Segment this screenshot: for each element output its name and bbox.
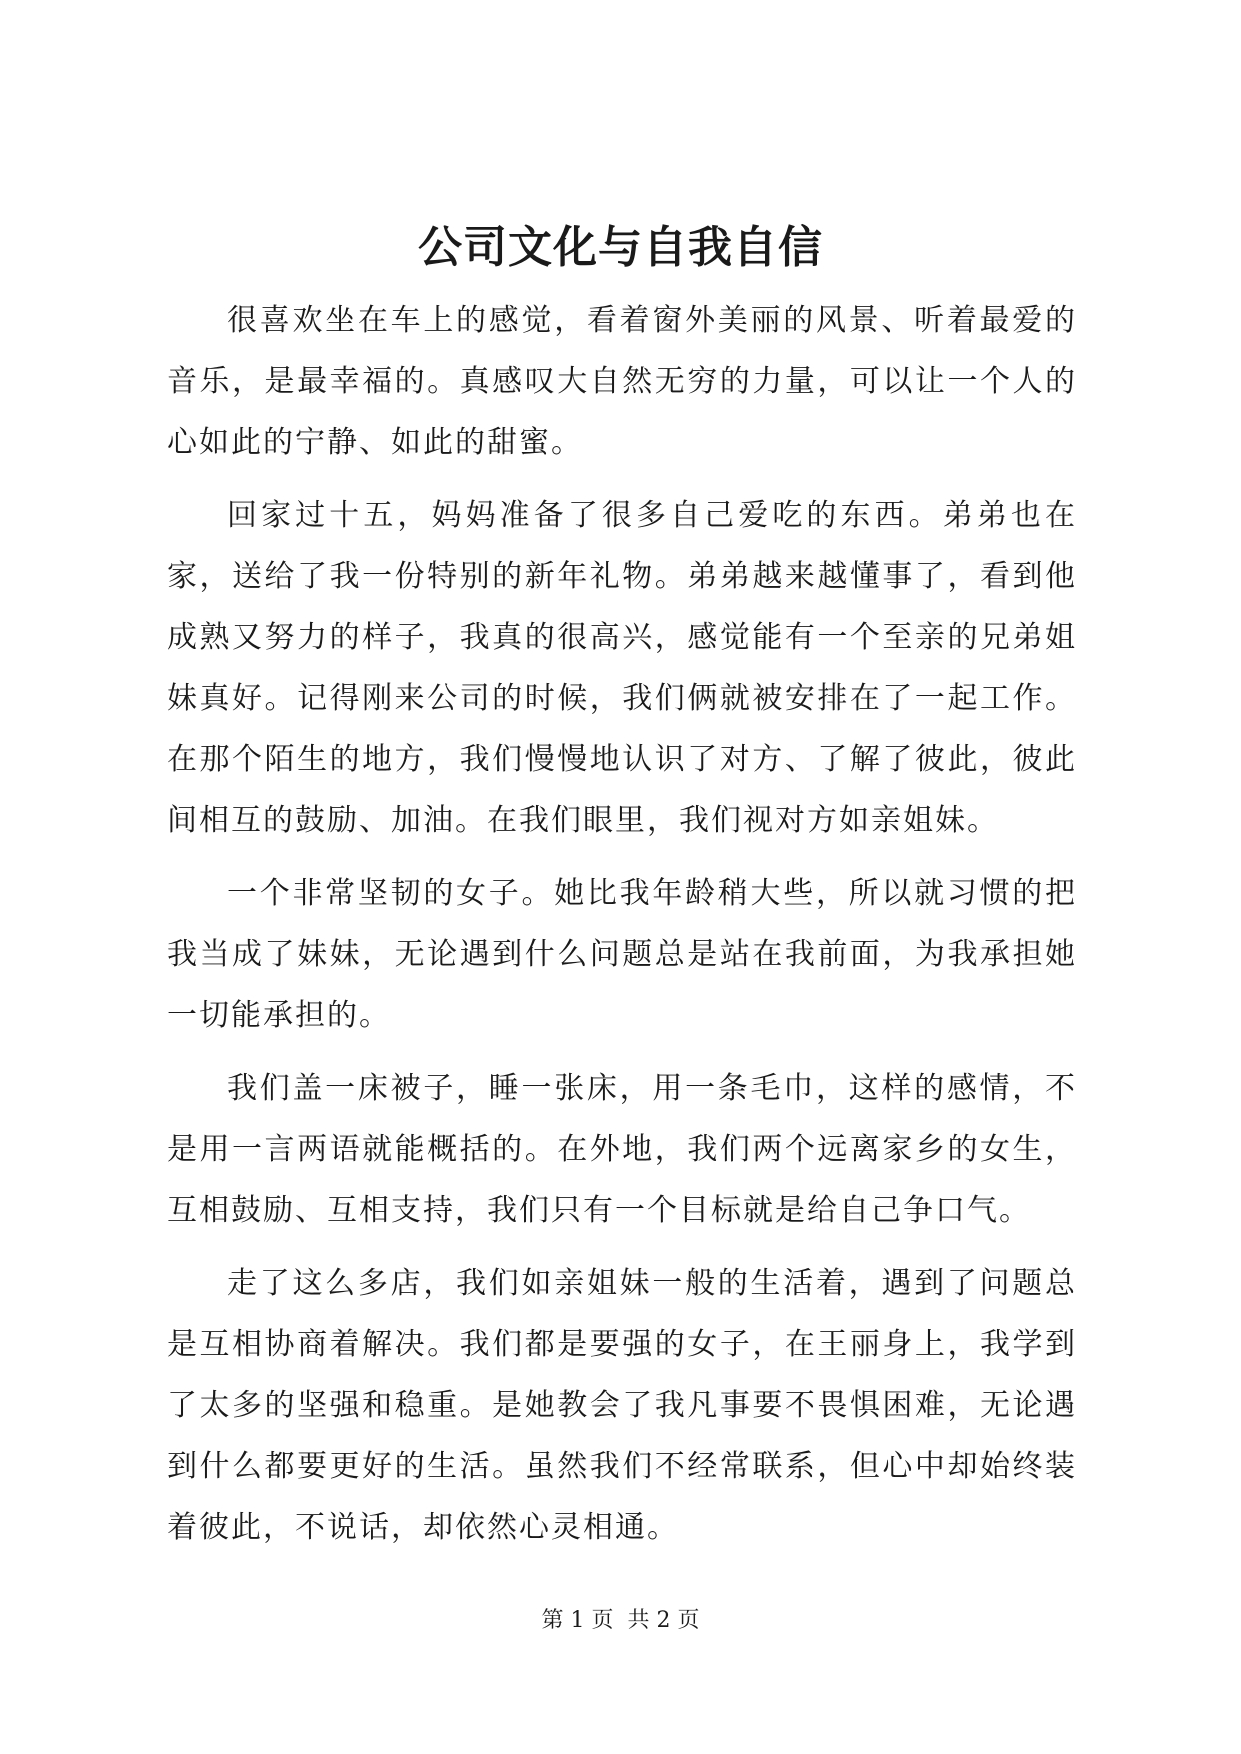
document-title: 公司文化与自我自信 <box>418 222 823 273</box>
page-footer <box>0 1606 1241 1636</box>
paragraph: 一个非常坚韧的女子。她比我年龄稍大些，所以就习惯的把我当成了妹妹，无论遇到什么问题总是站在我前面，为我承担她一切能承担的。 <box>167 876 1077 1033</box>
paragraph: 走了这么多店，我们如亲姐妹一般的生活着，遇到了问题总是互相协商着解决。我们都是要强的女子，在王丽身上，我学到了太多的坚强和稳重。是她教会了我凡事要不畏惧困难，无论遇到什么都要更好的生活。虽然我们不经常联系，但心中却始终装着彼此，不说话，却依然心灵相通。 <box>167 1266 1077 1545</box>
paragraph: 回家过十五，妈妈准备了很多自己爱吃的东西。弟弟也在家，送给了我一份特别的新年礼物。弟弟越来越懂事了，看到他成熟又努力的样子，我真的很高兴，感觉能有一个至亲的兄弟姐妹真好。记得刚来公司的时候，我们俩就被安排在了一起工作。在那个陌生的地方，我们慢慢地认识了对方、了解了彼此，彼此间相互的鼓励、加油。在我们眼里，我们视对方如亲姐妹。 <box>167 498 1077 838</box>
document-body <box>167 290 1077 1558</box>
paragraph: 我们盖一床被子，睡一张床，用一条毛巾，这样的感情，不是用一言两语就能概括的。在外地，我们两个远离家乡的女生，互相鼓励、互相支持，我们只有一个目标就是给自己争口气。 <box>167 1071 1077 1228</box>
paragraph: 很喜欢坐在车上的感觉，看着窗外美丽的风景、听着最爱的音乐，是最幸福的。真感叹大自然无穷的力量，可以让一个人的心如此的宁静、如此的甜蜜。 <box>167 303 1077 460</box>
page-number: 第 1 页 共 2 页 <box>541 1608 700 1633</box>
